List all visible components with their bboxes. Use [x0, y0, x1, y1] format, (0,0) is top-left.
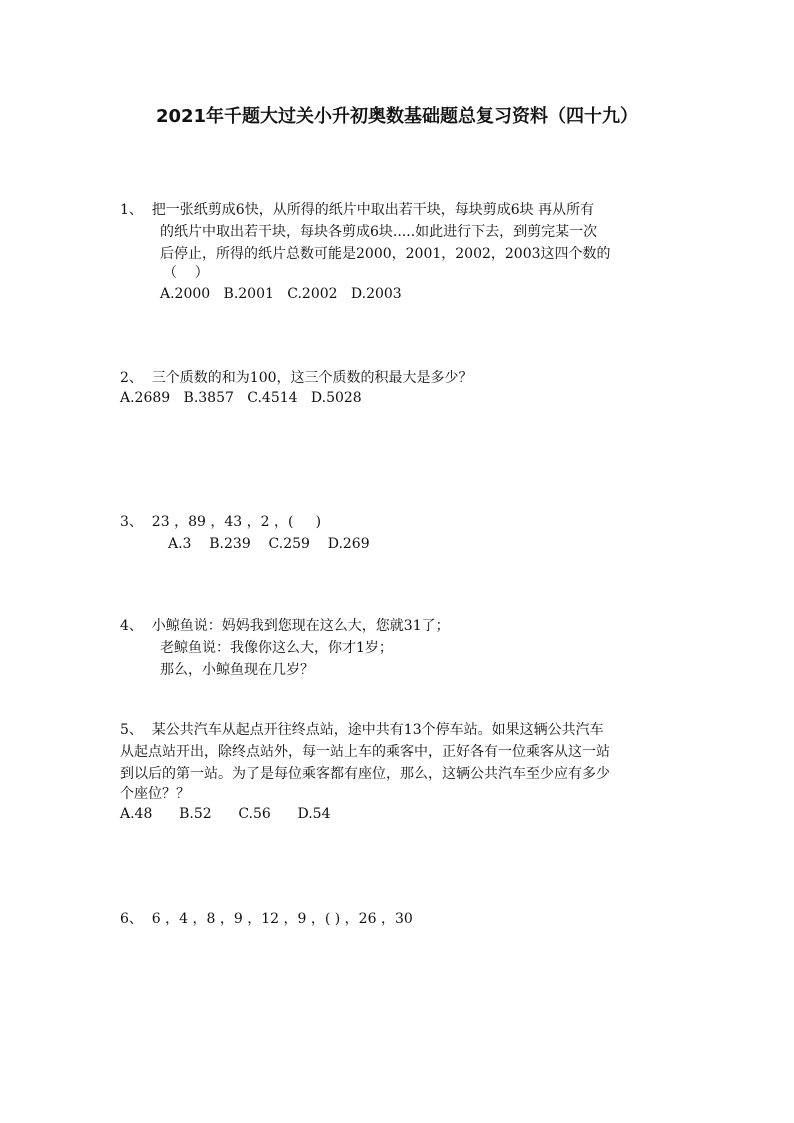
- question-5-line-3: 到以后的第一站。为了是每位乘客都有座位，那么，这辆公共汽车至少应有多少: [120, 766, 610, 782]
- question-1-line-2: 的纸片中取出若干块，每块各剪成6块.....如此进行下去，到剪完某一次: [160, 224, 598, 240]
- question-1-options: A.2000 B.2001 C.2002 D.2003: [160, 286, 402, 302]
- question-5-options: A.48 B.52 C.56 D.54: [120, 806, 331, 822]
- question-6-line-1: 6、 6 ，4 ，8 ，9 ，12 ，9 ，( ) ，26 ，30: [120, 911, 413, 927]
- question-4-line-3: 那么，小鲸鱼现在几岁？: [160, 662, 314, 678]
- document-title: 2021年千题大过关小升初奥数基础题总复习资料（四十九）: [155, 106, 639, 127]
- question-1-line-3: 后停止，所得的纸片总数可能是2000，2001，2002，2003这四个数的: [160, 246, 611, 262]
- question-5-line-2: 从起点站开出，除终点站外，每一站上车的乘客中，正好各有一位乘客从这一站: [120, 744, 610, 760]
- question-4-line-2: 老鲸鱼说：我像你这么大，你才1岁；: [160, 640, 393, 656]
- question-1-line-1: 1、 把一张纸剪成6快，从所得的纸片中取出若干块，每块剪成6块 再从所有: [120, 202, 595, 218]
- question-2-line-1: 2、 三个质数的和为100，这三个质数的积最大是多少？: [120, 370, 473, 386]
- question-3-options: A.3 B.239 C.259 D.269: [168, 536, 370, 552]
- question-3-line-1: 3、 23 ，89 ，43 ，2 ，( ): [120, 514, 322, 530]
- question-2-options: A.2689 B.3857 C.4514 D.5028: [120, 390, 362, 406]
- question-5-line-4: 个座位？？: [120, 786, 190, 802]
- question-5-line-1: 5、 某公共汽车从起点开往终点站，途中共有13个停车站。如果这辆公共汽车: [120, 722, 604, 738]
- question-4-line-1: 4、 小鲸鱼说：妈妈我到您现在这么大，您就31了；: [120, 618, 450, 634]
- question-1-answer-blank: （ ）: [163, 265, 209, 281]
